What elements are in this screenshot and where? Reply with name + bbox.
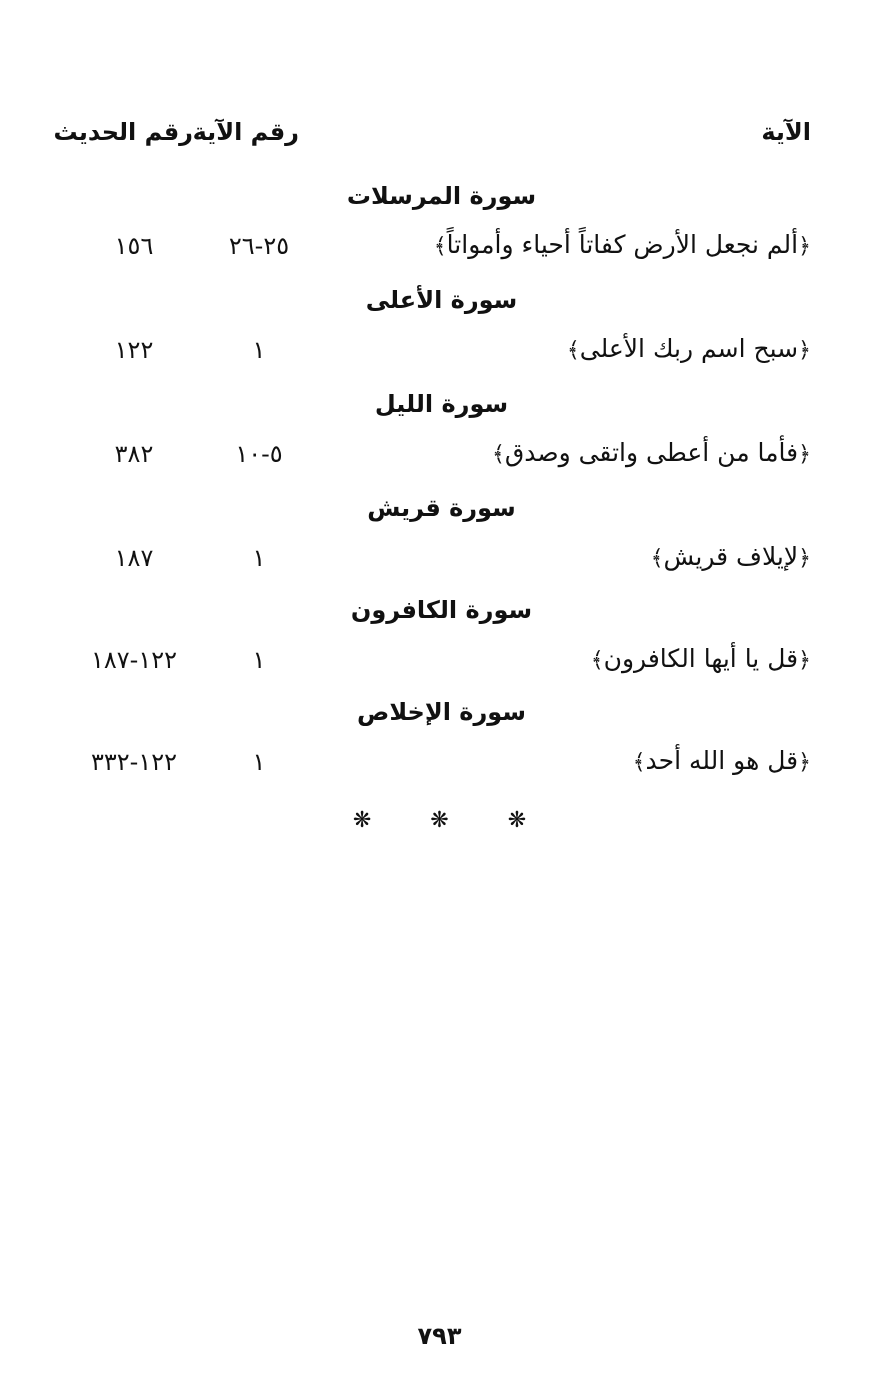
surah-heading: سورة الليل [374, 390, 509, 418]
verse-text: ﴿ألم نجعل الأرض كفاتاً أحياء وأمواتاً﴾ [433, 230, 811, 259]
index-row [0, 542, 879, 582]
index-row [0, 334, 879, 374]
hadith-number: ١٥٦ [114, 232, 154, 260]
surah-heading: سورة الإخلاص [357, 698, 526, 726]
hadith-number: ١٨٧ [114, 544, 154, 572]
section-end-separator: ❋ ❋ ❋ [352, 808, 553, 833]
verse-text: ﴿قل هو الله أحد﴾ [632, 746, 811, 775]
index-row [0, 230, 879, 270]
surah-heading: سورة قريش [367, 494, 516, 522]
column-header-verse: الآية [761, 118, 811, 146]
verse-text: ﴿سبح اسم ربك الأعلى﴾ [566, 334, 811, 363]
index-row [0, 644, 879, 684]
column-header-hadith-number: رقم الحديث [53, 118, 193, 146]
index-row [0, 438, 879, 478]
verse-text: ﴿قل يا أيها الكافرون﴾ [590, 644, 811, 673]
column-header-ayah-number: رقم الآية [192, 118, 299, 146]
ayah-number: ١ [252, 544, 266, 572]
verse-text: ﴿لإيلاف قريش﴾ [650, 542, 811, 571]
ayah-number: ١ [252, 748, 266, 776]
verse-text: ﴿فأما من أعطى واتقى وصدق﴾ [491, 438, 811, 467]
hadith-number: ١٢٢ [114, 336, 154, 364]
page-number: ٧٩٣ [417, 1322, 462, 1350]
ayah-number: ٢٥-٢٦ [228, 232, 290, 260]
surah-heading: سورة الأعلى [365, 286, 518, 314]
hadith-number: ١٢٢-١٨٧ [90, 646, 177, 674]
surah-heading: سورة المرسلات [346, 182, 537, 210]
ayah-number: ٥-١٠ [235, 440, 283, 468]
index-row [0, 746, 879, 786]
ayah-number: ١ [252, 646, 266, 674]
hadith-number: ٣٨٢ [114, 440, 154, 468]
surah-heading: سورة الكافرون [350, 596, 533, 624]
ayah-number: ١ [252, 336, 266, 364]
hadith-number: ١٢٢-٣٣٢ [90, 748, 177, 776]
